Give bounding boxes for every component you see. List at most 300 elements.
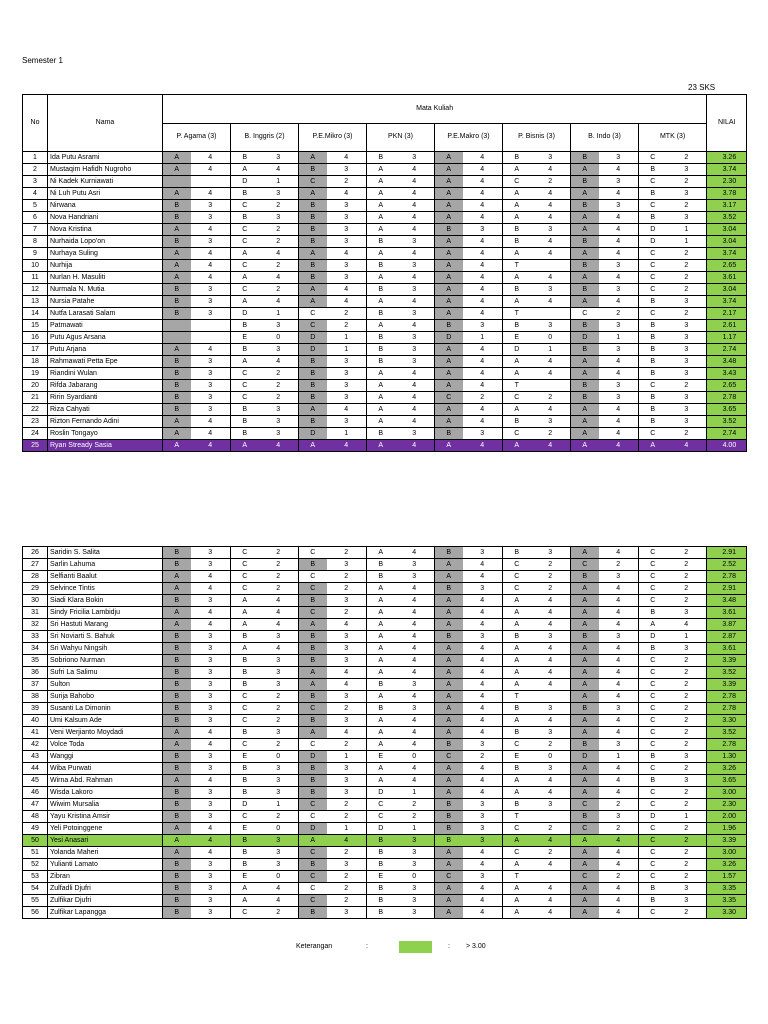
- grade-letter: A: [639, 619, 667, 631]
- grade-letter: B: [231, 655, 259, 667]
- table-row: [23, 667, 747, 679]
- grade-letter: A: [367, 775, 395, 787]
- student-nilai: 2.78: [707, 739, 747, 751]
- grade-letter: A: [571, 727, 599, 739]
- grade-value: 3: [667, 607, 707, 619]
- grade-value: 2: [259, 224, 299, 236]
- grade-letter: A: [163, 188, 191, 200]
- grade-letter: B: [163, 284, 191, 296]
- grade-value: 1: [327, 428, 367, 440]
- grade-letter: A: [435, 715, 463, 727]
- grade-letter: C: [503, 823, 531, 835]
- grade-letter: A: [435, 679, 463, 691]
- student-nilai: 2.78: [707, 392, 747, 404]
- grades-table-part-2: [22, 546, 747, 919]
- student-no: 25: [23, 440, 48, 452]
- grade-value: 3: [599, 344, 639, 356]
- grade-letter: B: [299, 272, 327, 284]
- student-nilai: 3.35: [707, 895, 747, 907]
- grade-letter: C: [639, 655, 667, 667]
- grade-letter: B: [299, 643, 327, 655]
- grade-letter: A: [231, 595, 259, 607]
- grade-value: 2: [259, 583, 299, 595]
- grade-value: 2: [259, 715, 299, 727]
- grade-letter: A: [435, 212, 463, 224]
- grade-letter: B: [639, 895, 667, 907]
- student-nilai: 1.17: [707, 332, 747, 344]
- grade-value: 1: [667, 631, 707, 643]
- grade-value: 4: [463, 775, 503, 787]
- grade-value: 4: [327, 404, 367, 416]
- student-name: Sri Hastuti Marang: [48, 619, 163, 631]
- grade-letter: A: [163, 428, 191, 440]
- grade-value: 3: [327, 595, 367, 607]
- grade-value: 2: [259, 392, 299, 404]
- grade-letter: A: [435, 703, 463, 715]
- table-row: [23, 703, 747, 715]
- grade-letter: B: [503, 284, 531, 296]
- grade-value: 4: [327, 248, 367, 260]
- grade-letter: A: [571, 595, 599, 607]
- legend-label: Keterangan: [296, 943, 333, 950]
- grade-value: 4: [599, 667, 639, 679]
- grade-letter: B: [231, 428, 259, 440]
- grade-value: 4: [531, 667, 571, 679]
- grade-letter: A: [299, 188, 327, 200]
- grade-letter: A: [571, 607, 599, 619]
- grade-letter: A: [299, 284, 327, 296]
- grade-letter: B: [231, 775, 259, 787]
- grade-letter: A: [163, 152, 191, 164]
- grade-value: 3: [463, 739, 503, 751]
- student-name: Zulfikar Djufri: [48, 895, 163, 907]
- grade-letter: B: [163, 763, 191, 775]
- grade-value: 2: [531, 823, 571, 835]
- grade-letter: A: [367, 224, 395, 236]
- student-name: Sulton: [48, 679, 163, 691]
- student-name: Veni Werjianto Moydadi: [48, 727, 163, 739]
- header-course: MTK (3): [639, 123, 707, 152]
- grade-letter: C: [299, 799, 327, 811]
- grade-letter: A: [503, 775, 531, 787]
- grade-value: 4: [599, 296, 639, 308]
- grade-value: 3: [395, 308, 435, 320]
- grade-letter: A: [163, 440, 191, 452]
- grade-letter: B: [163, 859, 191, 871]
- grade-value: 4: [599, 212, 639, 224]
- grade-letter: T: [503, 308, 531, 320]
- grade-letter: B: [299, 787, 327, 799]
- grade-value: [191, 176, 231, 188]
- grade-letter: A: [299, 152, 327, 164]
- grade-letter: A: [299, 404, 327, 416]
- grade-value: 4: [531, 164, 571, 176]
- student-no: 4: [23, 188, 48, 200]
- grade-value: 4: [531, 368, 571, 380]
- student-no: 18: [23, 356, 48, 368]
- student-name: Nursia Patahe: [48, 296, 163, 308]
- grade-value: 2: [327, 739, 367, 751]
- student-name: Ni Kadek Kurniawati: [48, 176, 163, 188]
- grade-value: 3: [191, 404, 231, 416]
- grade-letter: C: [231, 739, 259, 751]
- grade-letter: B: [435, 739, 463, 751]
- grade-letter: B: [163, 883, 191, 895]
- grade-value: 2: [599, 559, 639, 571]
- grade-letter: B: [231, 859, 259, 871]
- grade-letter: A: [571, 404, 599, 416]
- grade-value: 4: [599, 847, 639, 859]
- student-no: 9: [23, 248, 48, 260]
- grade-letter: B: [163, 799, 191, 811]
- grade-value: 3: [191, 392, 231, 404]
- grade-value: 2: [259, 559, 299, 571]
- grade-value: 4: [463, 679, 503, 691]
- grade-value: 2: [395, 811, 435, 823]
- grade-value: 4: [463, 607, 503, 619]
- grade-letter: B: [231, 667, 259, 679]
- grade-letter: B: [163, 404, 191, 416]
- semester-label: Semester 1: [22, 56, 63, 65]
- student-nilai: 2.78: [707, 691, 747, 703]
- grade-letter: C: [639, 679, 667, 691]
- grade-value: 3: [531, 320, 571, 332]
- grade-value: 1: [599, 751, 639, 763]
- student-nilai: 3.65: [707, 775, 747, 787]
- student-nilai: 2.61: [707, 320, 747, 332]
- grade-letter: [163, 176, 191, 188]
- grade-letter: A: [571, 619, 599, 631]
- grade-letter: C: [299, 811, 327, 823]
- grade-letter: A: [503, 368, 531, 380]
- grade-value: 4: [599, 655, 639, 667]
- grade-letter: A: [435, 787, 463, 799]
- grade-value: 4: [463, 847, 503, 859]
- grade-letter: B: [163, 811, 191, 823]
- grade-letter: B: [571, 152, 599, 164]
- grade-letter: C: [299, 320, 327, 332]
- grade-value: 4: [599, 440, 639, 452]
- student-nilai: 3.26: [707, 152, 747, 164]
- grade-letter: A: [367, 607, 395, 619]
- grade-letter: A: [367, 200, 395, 212]
- grade-letter: B: [231, 727, 259, 739]
- grade-value: 3: [599, 631, 639, 643]
- grade-value: 3: [599, 284, 639, 296]
- student-name: Putu Agus Arsana: [48, 332, 163, 344]
- student-name: Nova Handriani: [48, 212, 163, 224]
- grade-letter: B: [231, 188, 259, 200]
- grade-letter: A: [367, 416, 395, 428]
- grade-letter: A: [435, 200, 463, 212]
- student-name: Saridin S. Salita: [48, 547, 163, 559]
- grade-letter: B: [231, 679, 259, 691]
- student-no: 21: [23, 392, 48, 404]
- grade-letter: A: [571, 547, 599, 559]
- grade-value: 3: [259, 188, 299, 200]
- grade-letter: C: [639, 559, 667, 571]
- student-no: 22: [23, 404, 48, 416]
- student-name: Zulfikar Lapangga: [48, 907, 163, 919]
- grade-letter: A: [231, 248, 259, 260]
- grade-value: 4: [531, 607, 571, 619]
- student-no: 11: [23, 272, 48, 284]
- grade-letter: B: [571, 284, 599, 296]
- grade-letter: B: [639, 883, 667, 895]
- grade-letter: C: [231, 368, 259, 380]
- student-nilai: 3.04: [707, 224, 747, 236]
- grade-letter: A: [435, 595, 463, 607]
- grade-value: 4: [327, 679, 367, 691]
- grade-value: 4: [599, 619, 639, 631]
- grade-letter: A: [435, 607, 463, 619]
- grade-value: 3: [667, 368, 707, 380]
- grade-letter: A: [367, 631, 395, 643]
- grade-letter: C: [299, 547, 327, 559]
- student-name: Wisda Lakoro: [48, 787, 163, 799]
- grade-value: 3: [463, 811, 503, 823]
- grade-letter: B: [163, 643, 191, 655]
- grade-value: 3: [667, 296, 707, 308]
- grade-value: 3: [327, 691, 367, 703]
- grade-letter: C: [639, 871, 667, 883]
- student-name: Putu Arjana: [48, 344, 163, 356]
- grade-value: 4: [395, 176, 435, 188]
- grade-letter: A: [435, 416, 463, 428]
- grade-letter: B: [299, 595, 327, 607]
- grade-value: 3: [395, 703, 435, 715]
- grade-letter: A: [231, 356, 259, 368]
- grade-letter: C: [639, 308, 667, 320]
- student-name: Yulianti Lamato: [48, 859, 163, 871]
- grade-value: 2: [259, 571, 299, 583]
- table-row: [23, 152, 747, 164]
- grade-letter: B: [571, 320, 599, 332]
- grade-letter: A: [503, 643, 531, 655]
- grade-letter: C: [639, 248, 667, 260]
- grade-value: 2: [531, 571, 571, 583]
- table-row: [23, 679, 747, 691]
- grade-value: 3: [191, 859, 231, 871]
- grade-value: 2: [259, 200, 299, 212]
- student-nilai: 2.17: [707, 308, 747, 320]
- grade-value: 4: [463, 416, 503, 428]
- grade-letter: B: [435, 224, 463, 236]
- grade-letter: C: [435, 751, 463, 763]
- grade-value: 4: [463, 164, 503, 176]
- grade-value: 1: [259, 308, 299, 320]
- grade-value: 4: [191, 272, 231, 284]
- grade-letter: B: [299, 775, 327, 787]
- grade-value: 4: [463, 859, 503, 871]
- grade-letter: C: [639, 176, 667, 188]
- grade-letter: A: [435, 895, 463, 907]
- grade-letter: B: [367, 308, 395, 320]
- grade-value: 4: [599, 787, 639, 799]
- grade-value: 3: [395, 428, 435, 440]
- grade-letter: C: [639, 727, 667, 739]
- grade-letter: A: [435, 188, 463, 200]
- grade-letter: A: [571, 416, 599, 428]
- student-no: 38: [23, 691, 48, 703]
- grade-value: 3: [395, 571, 435, 583]
- grade-value: 2: [463, 392, 503, 404]
- header-no: No: [23, 95, 48, 152]
- grade-letter: B: [299, 380, 327, 392]
- grade-letter: C: [571, 799, 599, 811]
- grade-value: 2: [327, 703, 367, 715]
- grade-letter: A: [571, 835, 599, 847]
- grade-value: 3: [191, 703, 231, 715]
- student-name: Ririn Syardianti: [48, 392, 163, 404]
- grade-letter: B: [163, 296, 191, 308]
- table-row: [23, 571, 747, 583]
- grade-value: 3: [191, 595, 231, 607]
- grade-value: 1: [667, 224, 707, 236]
- grade-value: 3: [599, 200, 639, 212]
- legend-colon: :: [366, 943, 368, 950]
- grade-value: 4: [531, 236, 571, 248]
- grade-value: 0: [531, 751, 571, 763]
- grade-value: 3: [191, 667, 231, 679]
- grade-value: 3: [259, 679, 299, 691]
- student-no: 41: [23, 727, 48, 739]
- grade-letter: B: [299, 763, 327, 775]
- grade-letter: A: [367, 368, 395, 380]
- grade-letter: A: [435, 859, 463, 871]
- grade-letter: C: [231, 907, 259, 919]
- grade-value: 4: [395, 643, 435, 655]
- grade-value: 3: [667, 751, 707, 763]
- grade-value: 0: [259, 871, 299, 883]
- table-row: [23, 787, 747, 799]
- grade-value: 1: [599, 332, 639, 344]
- grade-letter: B: [503, 763, 531, 775]
- table-row: [23, 643, 747, 655]
- grade-value: 3: [667, 643, 707, 655]
- grade-value: 4: [599, 763, 639, 775]
- student-no: 47: [23, 799, 48, 811]
- grade-letter: D: [639, 224, 667, 236]
- grade-letter: D: [299, 823, 327, 835]
- grade-letter: A: [571, 667, 599, 679]
- table-row: [23, 715, 747, 727]
- grade-letter: A: [435, 344, 463, 356]
- grade-value: 4: [191, 607, 231, 619]
- grade-letter: B: [163, 667, 191, 679]
- grade-value: 4: [463, 296, 503, 308]
- grade-value: 0: [531, 332, 571, 344]
- table-row: [23, 811, 747, 823]
- grade-value: 0: [395, 871, 435, 883]
- grade-letter: C: [639, 715, 667, 727]
- student-nilai: 3.26: [707, 859, 747, 871]
- grade-value: 4: [531, 883, 571, 895]
- grade-value: 4: [395, 380, 435, 392]
- grade-value: 3: [599, 320, 639, 332]
- grade-letter: A: [571, 859, 599, 871]
- table-row: [23, 871, 747, 883]
- student-nilai: 2.52: [707, 559, 747, 571]
- student-name: Sufri La Salimu: [48, 667, 163, 679]
- grade-value: 3: [395, 356, 435, 368]
- grade-value: 2: [667, 835, 707, 847]
- grade-value: 3: [599, 152, 639, 164]
- grade-value: 4: [327, 667, 367, 679]
- grade-value: 4: [667, 440, 707, 452]
- grade-letter: C: [639, 200, 667, 212]
- grade-value: 3: [191, 655, 231, 667]
- grade-letter: A: [367, 643, 395, 655]
- grade-letter: B: [435, 583, 463, 595]
- grade-value: 4: [599, 236, 639, 248]
- grade-letter: B: [435, 811, 463, 823]
- student-name: Zibran: [48, 871, 163, 883]
- grade-value: 4: [463, 763, 503, 775]
- table-row: [23, 895, 747, 907]
- grade-letter: B: [503, 320, 531, 332]
- header-course: P. Bisnis (3): [503, 123, 571, 152]
- grade-value: 4: [599, 679, 639, 691]
- header-course: P.E.Mikro (3): [299, 123, 367, 152]
- grade-letter: B: [639, 332, 667, 344]
- grade-value: 4: [599, 224, 639, 236]
- grade-value: 1: [395, 787, 435, 799]
- grade-letter: C: [503, 847, 531, 859]
- student-nilai: 2.00: [707, 811, 747, 823]
- grade-letter: E: [231, 751, 259, 763]
- grade-letter: E: [231, 823, 259, 835]
- grade-value: 1: [667, 236, 707, 248]
- grade-value: 3: [531, 284, 571, 296]
- student-no: 12: [23, 284, 48, 296]
- grade-letter: A: [571, 691, 599, 703]
- grade-letter: B: [299, 691, 327, 703]
- grade-value: 4: [327, 835, 367, 847]
- grade-letter: C: [639, 284, 667, 296]
- grade-value: 3: [327, 356, 367, 368]
- grade-letter: A: [435, 847, 463, 859]
- grade-value: 4: [395, 547, 435, 559]
- header-nilai: NILAI: [707, 95, 747, 152]
- table-row: [23, 272, 747, 284]
- grade-value: 4: [395, 404, 435, 416]
- header-mata-kuliah: Mata Kuliah: [163, 95, 707, 124]
- table-row: [23, 404, 747, 416]
- grade-value: 2: [667, 871, 707, 883]
- grade-value: 2: [667, 763, 707, 775]
- grade-value: 4: [395, 368, 435, 380]
- grade-letter: E: [503, 332, 531, 344]
- grade-letter: C: [639, 691, 667, 703]
- grade-letter: B: [231, 787, 259, 799]
- grade-letter: C: [299, 571, 327, 583]
- table-row: [23, 212, 747, 224]
- grade-value: 3: [259, 428, 299, 440]
- student-nilai: 3.74: [707, 248, 747, 260]
- grade-value: 4: [191, 727, 231, 739]
- table-row: [23, 164, 747, 176]
- grade-value: 4: [599, 883, 639, 895]
- grade-value: 4: [599, 835, 639, 847]
- grade-value: 4: [191, 224, 231, 236]
- grade-value: 3: [667, 416, 707, 428]
- student-nilai: 2.91: [707, 547, 747, 559]
- grade-letter: C: [639, 571, 667, 583]
- grade-letter: C: [231, 811, 259, 823]
- grade-letter: B: [299, 356, 327, 368]
- student-no: 24: [23, 428, 48, 440]
